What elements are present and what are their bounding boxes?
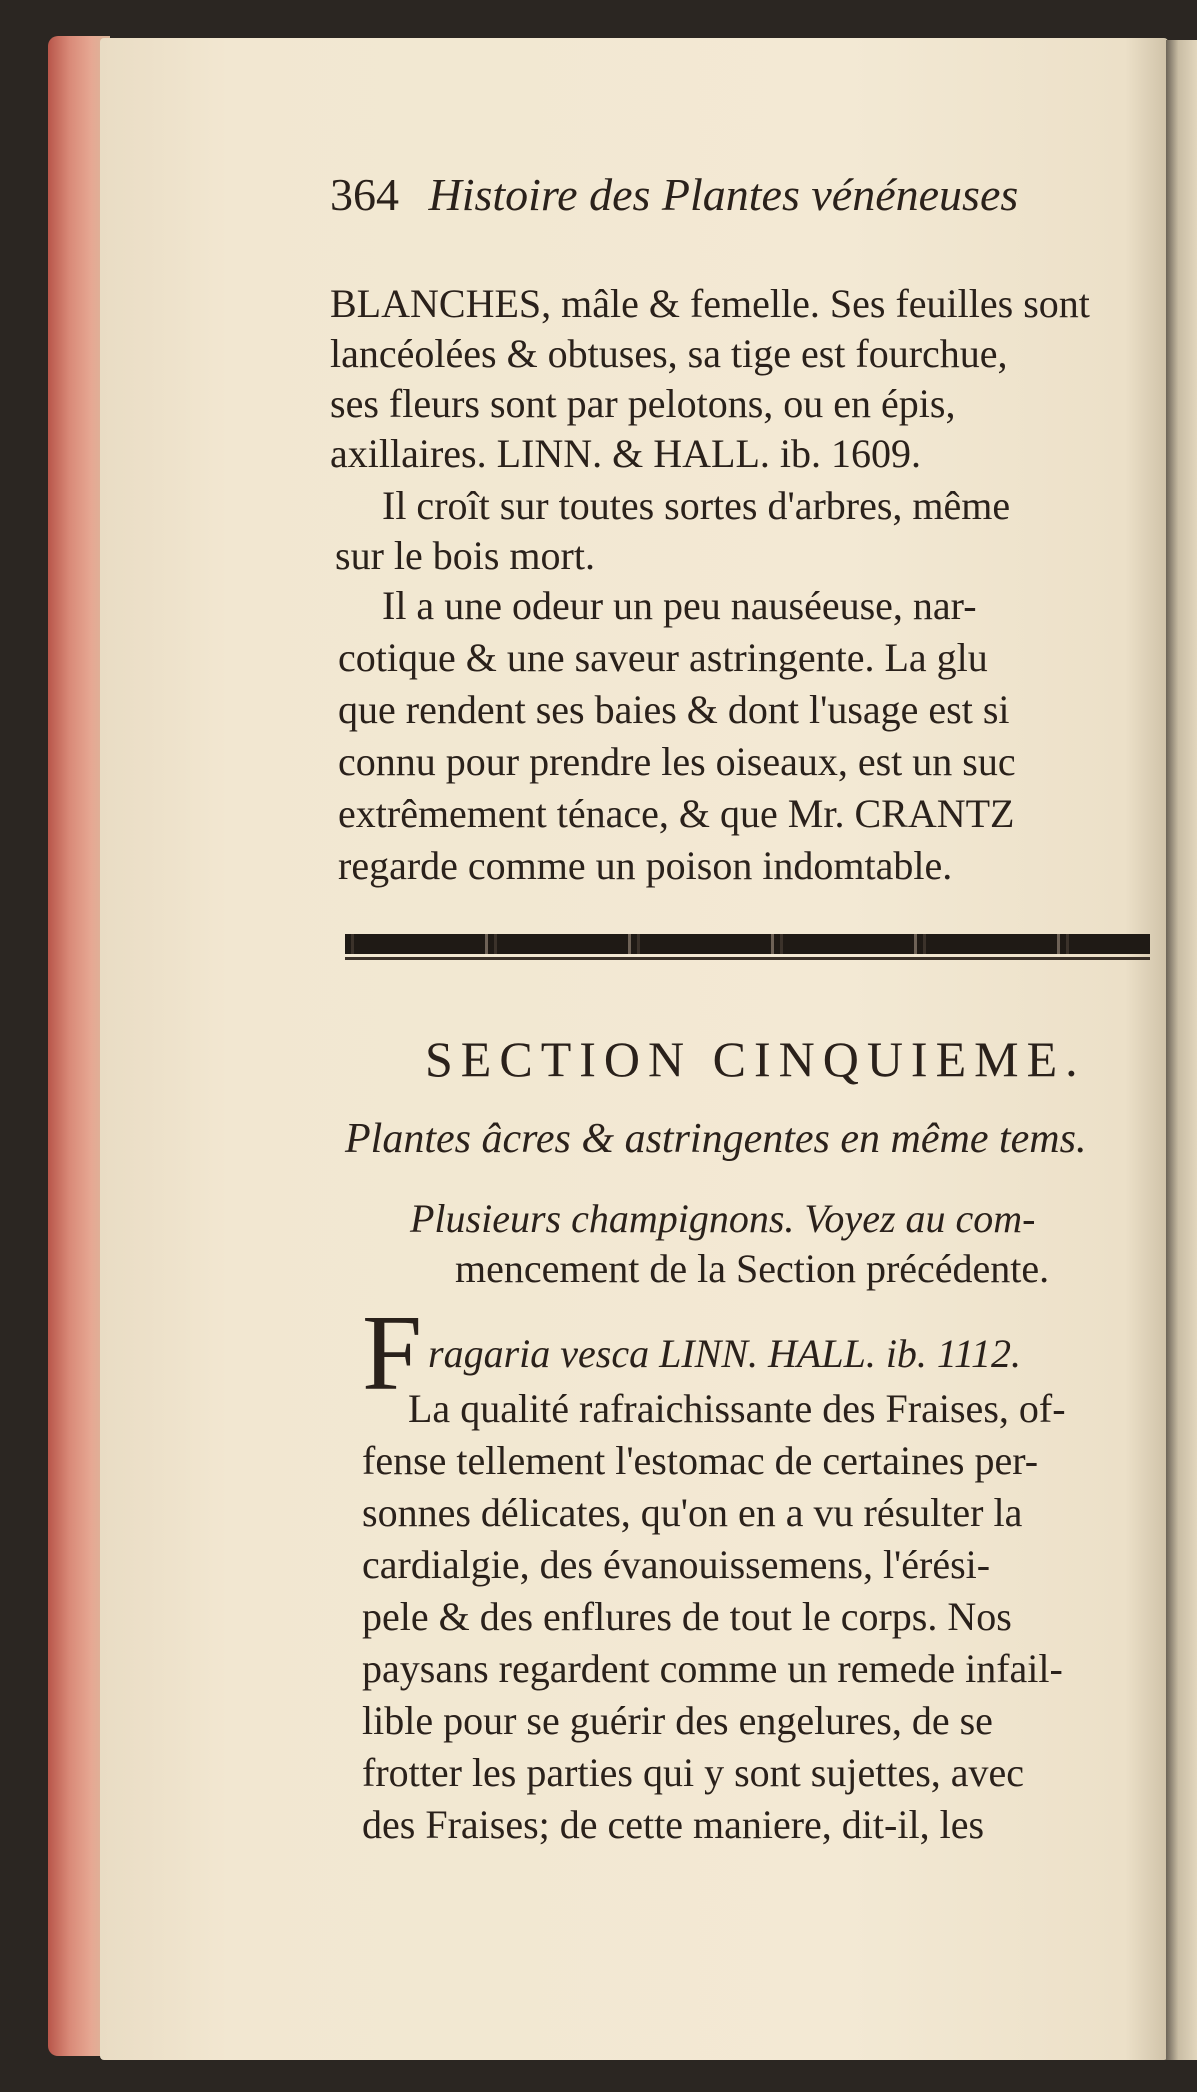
text-line: ses fleurs sont par pelotons, ou en épis, <box>330 381 956 426</box>
text-line: regarde comme un poison indomtable. <box>338 843 953 888</box>
section-note: mencement de la Section précédente. <box>455 1246 1050 1291</box>
text-line: connu pour prendre les oiseaux, est un suc <box>338 739 1016 784</box>
text-line: cotique & une saveur astringente. La glu <box>338 635 988 680</box>
text-line: sur le bois mort. <box>335 533 595 578</box>
text-line: lible pour se guérir des engelures, de se <box>362 1698 993 1743</box>
section-divider-rule <box>345 934 1150 954</box>
text-line: Il a une odeur un peu nauséeuse, nar- <box>382 583 977 628</box>
drop-capital: F <box>362 1294 423 1413</box>
page-number: 364 <box>330 169 399 220</box>
text-line: fense tellement l'estomac de certaines per- <box>362 1438 1039 1483</box>
running-title: Histoire des Plantes vénéneuses <box>428 169 1019 220</box>
text-line: La qualité rafraichissante des Fraises, of- <box>408 1386 1066 1431</box>
text-line: pele & des enflures de tout le corps. Nos <box>362 1594 1012 1639</box>
section-subtitle: Plantes âcres & astringentes en même tems. <box>345 1116 1087 1162</box>
text-line: que rendent ses baies & dont l'usage est si <box>338 687 1010 732</box>
text-line: frotter les parties qui y sont sujettes, avec <box>362 1750 1025 1795</box>
section-title: SECTION CINQUIEME. <box>425 1031 1086 1087</box>
text-line: axillaires. LINN. & HALL. ib. 1609. <box>330 431 921 476</box>
text-line: lancéolées & obtuses, sa tige est fourchue, <box>330 331 1008 376</box>
text-line: Il croît sur toutes sortes d'arbres, même <box>382 483 1011 528</box>
running-header <box>330 168 1018 221</box>
text-line: des Fraises; de cette maniere, dit-il, les <box>362 1802 985 1847</box>
text-line: sonnes délicates, qu'on en a vu résulter la <box>362 1490 1023 1535</box>
section-note: Plusieurs champignons. Voyez au com- <box>410 1196 1036 1241</box>
text-line: extrêmement ténace, & que Mr. CRANTZ <box>338 791 1015 836</box>
section-divider-thin-rule <box>345 957 1150 960</box>
entry-heading: ragaria vesca LINN. HALL. ib. 1112. <box>428 1331 1021 1376</box>
text-line: BLANCHES, mâle & femelle. Ses feuilles sont <box>330 281 1090 326</box>
text-line: paysans regardent comme un remede infail- <box>362 1646 1063 1691</box>
text-line: cardialgie, des évanouissemens, l'érési- <box>362 1542 991 1587</box>
